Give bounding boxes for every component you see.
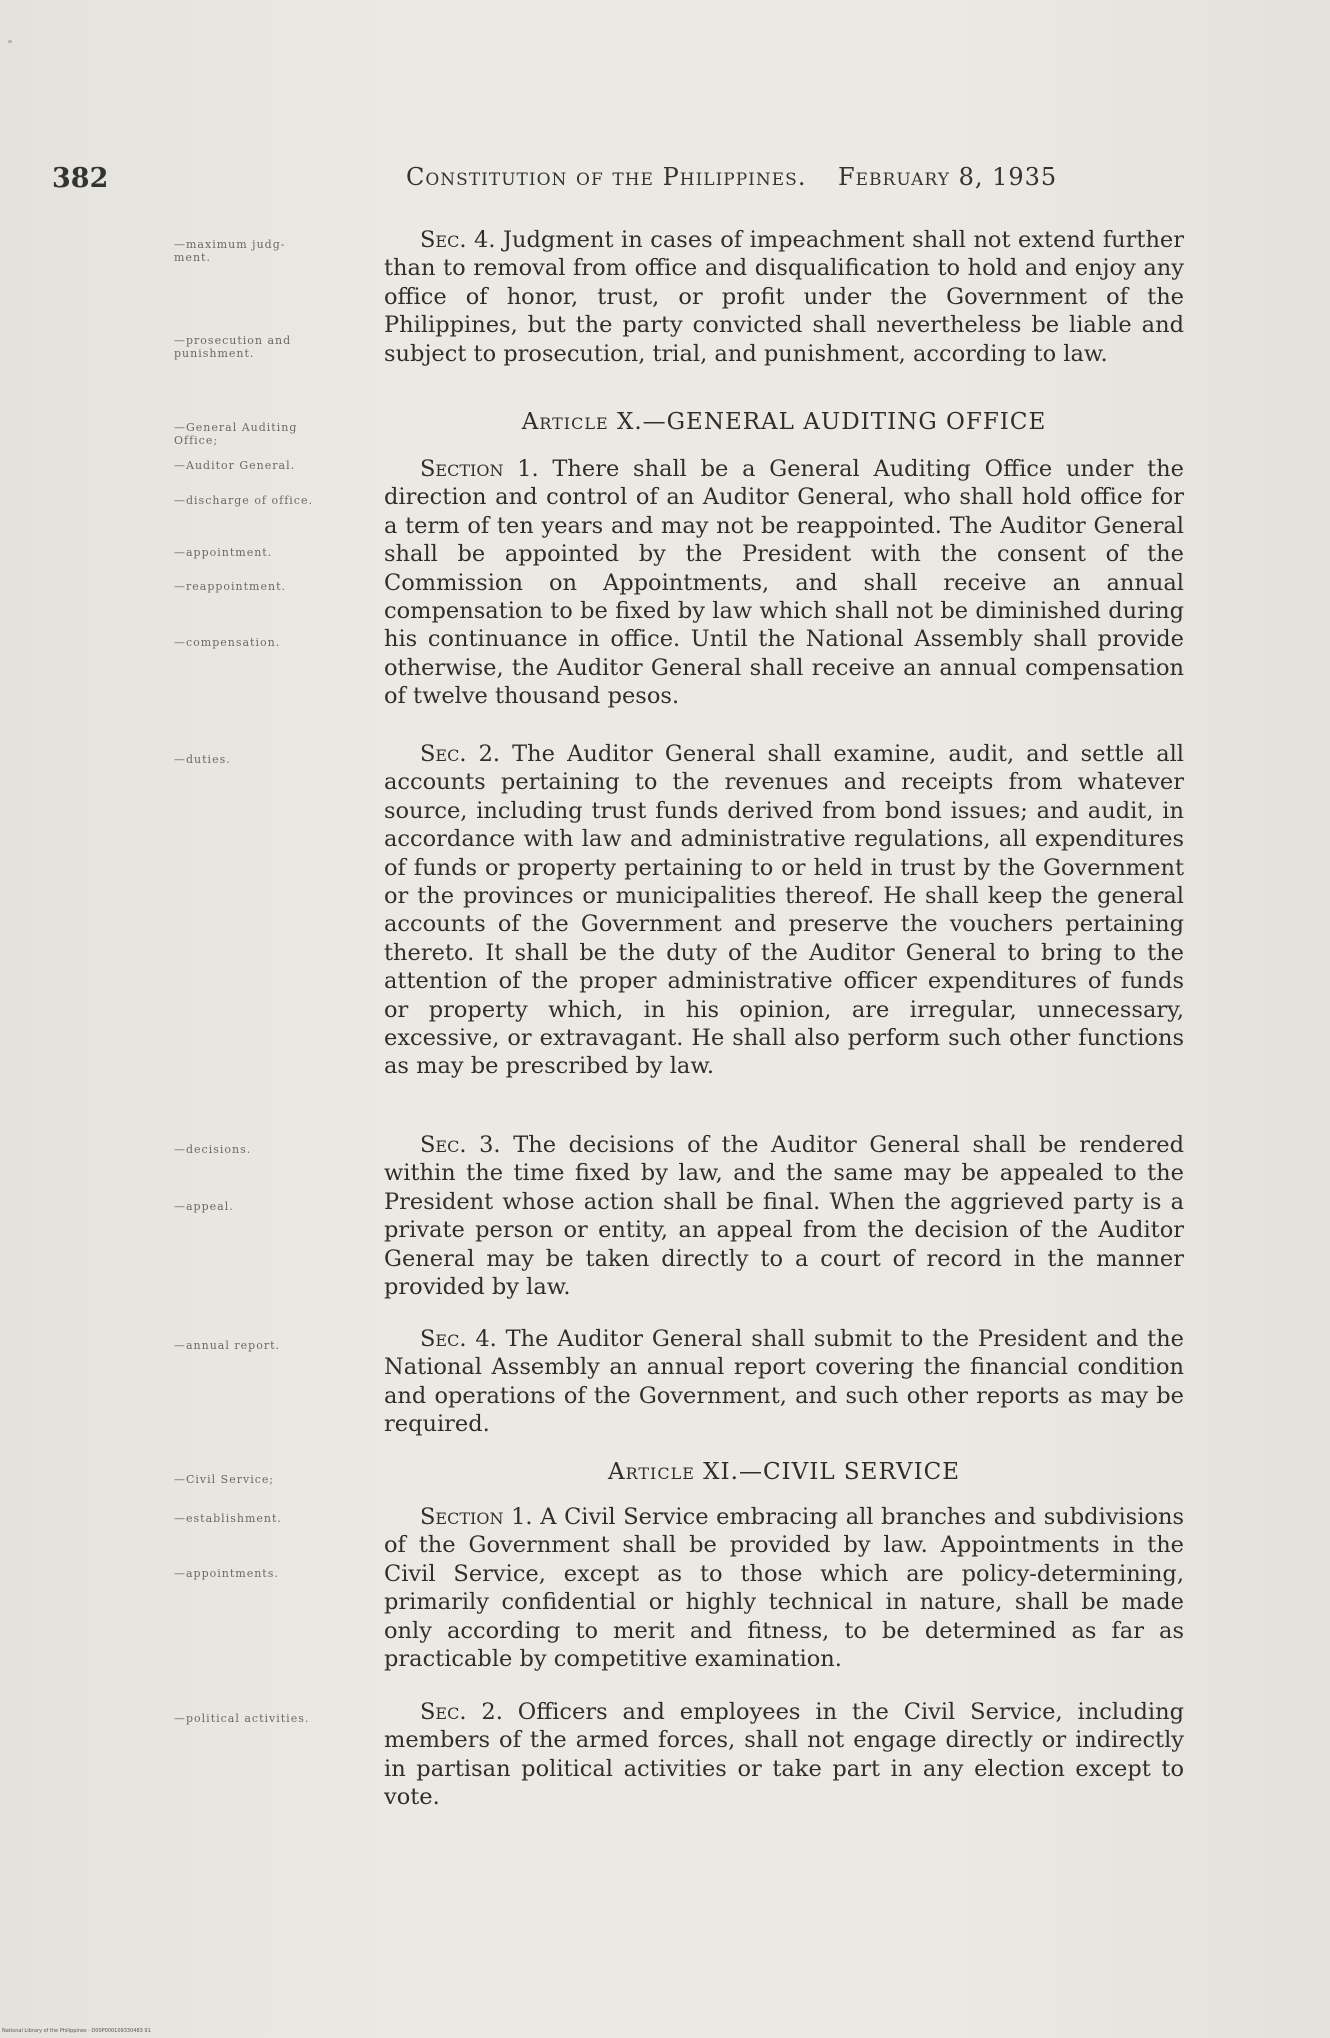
article-x-section-4 (384, 1325, 1184, 1439)
margin-note: —duties. (174, 753, 231, 766)
section-label: Section 1. (420, 456, 539, 482)
margin-note: —reappointment. (174, 580, 286, 593)
section-label: Sec. 2. (420, 741, 501, 767)
paragraph-text: Judgment in cases of impeachment shall not extend further than to removal from office and disqualification to hold and enjoy any office of honor, trust, or profit under the Government of the Philippines, but the party convicted shall nevertheless be liable and subject to prosecution, trial, and punishment, according to law. (384, 227, 1185, 367)
article-label: Article X. (521, 409, 643, 435)
article-label: Article XI. (607, 1459, 739, 1485)
article-x-section-3 (384, 1131, 1184, 1301)
paragraph (384, 1131, 1184, 1301)
margin-note: —establishment. (174, 1512, 282, 1525)
margin-notes (0, 0, 380, 2038)
margin-note: ment. (174, 251, 211, 264)
section-label: Section 1. (420, 1504, 533, 1530)
paragraph-text: The Auditor General shall examine, audit, and settle all accounts pertaining to the revenues and receipts from whatever source, including trust funds derived from bond issues; and audit, in accordance with law and administrative regulations, all expenditures of funds or property pertaining to or held in trust by the Government or the provinces or municipalities thereof. He shall keep the general accounts of the Government and preserve the vouchers pertaining thereto. It shall be the duty of the Auditor General to bring to the attention of the proper administrative officer expenditures of funds or property which, in his opinion, are irregular, unnecessary, excessive, or extravagant. He shall also perform such other functions as may be prescribed by law. (384, 741, 1184, 1080)
paragraph-text: Officers and employees in the Civil Service, including members of the armed forces, shall not engage directly or indirectly in partisan political activities or take part in any election except to vote. (384, 1699, 1185, 1811)
margin-note: —appointments. (174, 1567, 279, 1580)
page-number: 382 (52, 163, 109, 194)
margin-note: —political activities. (174, 1712, 310, 1725)
heading (384, 408, 1184, 436)
paragraph (384, 1325, 1184, 1439)
paragraph-text: The decisions of the Auditor General shall be rendered within the time fixed by law, and the same may be appealed to the President whose action shall be final. When the aggrieved party is a private person or entity, an appeal from the decision of the Auditor General may be taken directly to a court of record in the manner provided by law. (384, 1132, 1184, 1301)
margin-note: —appointment. (174, 546, 273, 559)
section-label: Sec. 2. (420, 1699, 503, 1725)
margin-note: —compensation. (174, 636, 281, 649)
margin-note: —prosecution and (174, 334, 292, 347)
margin-note: —discharge of office. (174, 494, 313, 507)
paragraph-text: There shall be a General Auditing Office under the direction and control of an Auditor General, who shall hold office for a term of ten years and may not be reappointed. The Auditor General shall be appointed by the President with the consent of the Commission on Appointments, and shall receive an annual compensation to be fixed by law which shall not be diminished during his continuance in office. Until the National Assembly shall provide otherwise, the Auditor General shall receive an annual compensation of twelve thousand pesos. (384, 456, 1184, 710)
margin-note: —General Auditing (174, 421, 298, 434)
paragraph (384, 226, 1184, 368)
scan-credit: National Library of the Philippines · D00P000109330483 91 (2, 2028, 151, 2034)
paragraph-text: The Auditor General shall submit to the President and the National Assembly an annual report covering the financial condition and operations of the Government, and such other reports as may be required. (384, 1326, 1184, 1438)
article-title: —GENERAL AUDITING OFFICE (642, 409, 1047, 435)
section-label: Sec. 4. (420, 1326, 497, 1352)
article-x-section-1 (384, 455, 1184, 711)
paragraph (384, 1698, 1184, 1812)
paragraph-text: A Civil Service embracing all branches and subdivisions of the Government shall be provided by law. Appointments in the Civil Service, except as to those which are policy-determining, primarily confidential or highly technical in nature, shall be made only according to merit and fitness, to be determined as far as practicable by competitive examination. (384, 1504, 1184, 1673)
article-x-section-2 (384, 740, 1184, 1081)
section-label: Sec. 4. (420, 227, 496, 253)
article-x-heading (384, 408, 1184, 436)
article-xi-section-1 (384, 1503, 1184, 1673)
article-title: —CIVIL SERVICE (738, 1459, 961, 1485)
margin-note: —maximum judg- (174, 238, 286, 251)
running-head-title: Constitution of the Philippines. (406, 163, 807, 191)
running-head (406, 163, 1058, 191)
margin-note: —annual report. (174, 1339, 280, 1352)
heading (384, 1458, 1184, 1486)
margin-note: Office; (174, 434, 219, 447)
margin-note: —appeal. (174, 1200, 234, 1213)
margin-note: —Civil Service; (174, 1473, 275, 1486)
paragraph (384, 740, 1184, 1081)
section-impeachment-judgment (384, 226, 1184, 368)
paragraph (384, 1503, 1184, 1673)
margin-note: —Auditor General. (174, 459, 296, 472)
article-xi-section-2 (384, 1698, 1184, 1812)
paragraph (384, 455, 1184, 711)
article-xi-heading (384, 1458, 1184, 1486)
margin-note: punishment. (174, 347, 255, 360)
margin-note: —decisions. (174, 1143, 252, 1156)
section-label: Sec. 3. (420, 1132, 501, 1158)
running-head-date: February 8, 1935 (838, 163, 1058, 191)
